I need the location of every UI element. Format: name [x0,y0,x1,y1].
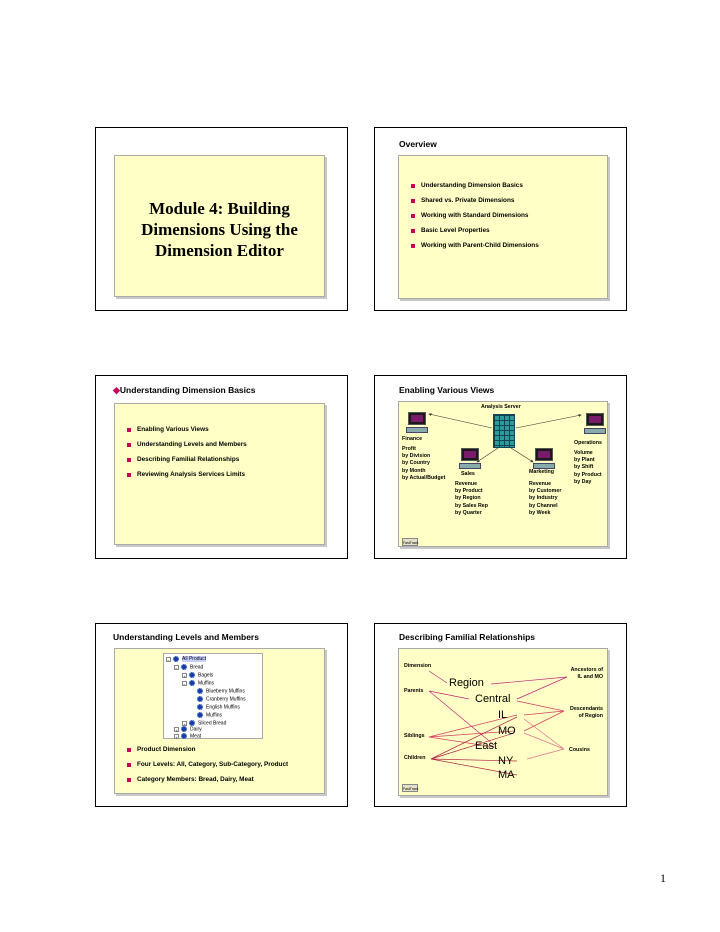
page-number: 1 [660,871,666,885]
line-desc-mo [524,711,564,731]
tree-node[interactable]: − All Product [167,656,207,663]
bullet-list [125,742,288,787]
slide-6 [374,623,627,807]
member-icon [197,696,203,702]
bullet-item: Working with Parent-Child Dimensions [409,238,539,253]
label-siblings: Siblings [404,733,425,739]
tree-node[interactable]: + Dairy [175,726,202,733]
bullet-item: Product Dimension [125,742,288,757]
operations-label: Operations [574,440,602,446]
line-desc-central [517,701,564,711]
content-panel [114,403,325,545]
bullet-item: Shared vs. Private Dimensions [409,193,539,208]
arrow-finance [429,414,492,428]
member-icon [181,733,187,739]
server-label: Analysis Server [481,404,521,410]
diamond-icon: ◆ [113,385,120,395]
bullet-item: Understanding Levels and Members [125,437,247,452]
member-region: Region [449,677,484,689]
bullet-marker [127,473,131,477]
label-dimension: Dimension [404,663,432,669]
bullet-marker [127,763,131,767]
content-panel [398,155,608,299]
slide-title: Enabling Various Views [399,385,495,395]
arrow-operations [516,415,581,428]
title-panel [114,155,325,297]
tree-node[interactable]: − Bread [175,664,204,671]
member-icon [197,688,203,694]
line-parents-central [429,691,469,699]
bullet-item: Four Levels: All, Category, Sub-Category, Product [125,757,288,772]
bullet-marker [411,199,415,203]
member-icon [197,712,203,718]
tree-node[interactable]: + Meat [175,733,202,740]
marketing-details: Revenue by Customer by Industry by Channel by Week [529,481,562,516]
bullet-marker [127,778,131,782]
slide-1 [95,127,348,311]
slide-5 [95,623,348,807]
operations-computer-icon [584,413,606,435]
label-cousins: Cousins [569,747,590,753]
member-ny: NY [498,755,514,767]
arrow-marketing [511,448,533,462]
tree-node[interactable]: Blueberry Muffins [197,688,245,695]
slide-2 [374,127,627,311]
member-east: East [475,740,498,752]
marketing-label: Marketing [529,469,555,475]
member-icon [197,704,203,710]
bullet-marker [411,229,415,233]
tree-node[interactable]: Cranberry Muffins [197,696,246,703]
marketing-computer-icon [533,448,555,470]
slide-title: Describing Familial Relationships [399,632,536,642]
fasttrack-logo: FastTrack [402,538,418,546]
line-ancestors-region [491,677,567,684]
bullet-item: Enabling Various Views [125,422,247,437]
member-icon [173,656,179,662]
line-desc-il [524,711,564,715]
member-icon [181,726,187,732]
slide-title: Overview [399,139,437,149]
member-icon [189,680,195,686]
sales-details: Revenue by Product by Region by Sales Rep by Quarter [455,481,488,516]
line-cousins-il [524,719,564,749]
label-children: Children [404,755,426,761]
bullet-item: Basic Level Properties [409,223,539,238]
slide-title: Understanding Levels and Members [113,632,259,642]
bullet-item: Describing Familial Relationships [125,452,247,467]
bullet-marker [127,458,131,462]
member-ma: MA [498,769,515,781]
fasttrack-logo: FastTrack [402,784,418,792]
bullet-item: Understanding Dimension Basics [409,178,539,193]
line-cousins-mo [524,733,564,749]
member-icon [181,664,187,670]
bullet-item: Working with Standard Dimensions [409,208,539,223]
sales-computer-icon [459,448,481,470]
content-panel [398,401,608,547]
bullet-marker [411,184,415,188]
bullet-list [409,178,539,253]
tree-node[interactable]: English Muffins [197,704,240,711]
bullet-marker [411,214,415,218]
finance-details: Profit by Division by Country by Month by Actual/Budget [402,446,446,481]
label-descendants: Descendants of Region [570,706,603,720]
member-icon [189,672,195,678]
sales-label: Sales [461,471,475,477]
dimension-tree[interactable] [163,653,263,739]
tree-node[interactable]: + Sliced Bread [183,720,227,727]
member-central: Central [475,693,511,705]
content-panel [398,648,608,796]
finance-label: Finance [402,436,423,442]
tree-node[interactable]: − Muffins [183,680,215,687]
slide-3 [95,375,348,559]
member-il: IL [498,709,508,721]
bullet-marker [127,443,131,447]
bullet-list [125,422,247,482]
label-ancestors: Ancestors of IL and MO [570,667,603,681]
module-title: Module 4: Building Dimensions Using the Dimension Editor [141,199,298,260]
line-children-il [431,717,517,759]
content-panel [114,648,325,794]
tree-node[interactable]: Muffins [197,712,222,719]
line-cousins-ny [527,749,564,759]
line-dimension-region [429,671,447,683]
bullet-marker [127,748,131,752]
slide-4 [374,375,627,559]
finance-computer-icon [406,412,428,434]
label-parents: Parents [404,688,424,694]
bullet-item: Reviewing Analysis Services Limits [125,467,247,482]
slide-title: ◆Understanding Dimension Basics [113,385,256,395]
tree-node[interactable]: + Bagels [183,672,214,679]
bullet-marker [127,428,131,432]
operations-details: Volume by Plant by Shift by Product by Day [574,450,602,485]
bullet-marker [411,244,415,248]
bullet-item: Category Members: Bread, Dairy, Meat [125,772,288,787]
member-mo: MO [498,725,516,737]
line-ancestors-central [517,677,567,699]
